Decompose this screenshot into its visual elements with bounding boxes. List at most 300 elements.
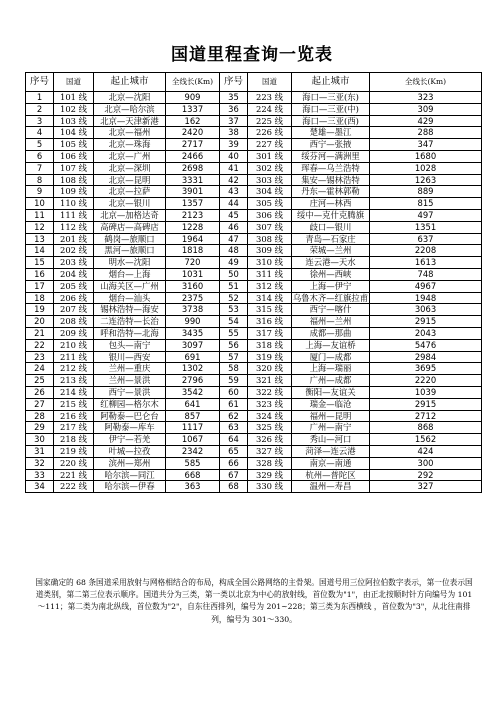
road-cell: 211 线 — [54, 351, 94, 363]
length-cell: 1948 — [370, 292, 482, 304]
length-cell: 585 — [166, 457, 220, 469]
table-row — [26, 209, 482, 221]
table-row — [26, 268, 482, 280]
seq-cell: 34 — [26, 481, 54, 493]
seq-cell: 38 — [220, 127, 248, 139]
highway-table — [25, 72, 482, 493]
length-cell: 748 — [370, 268, 482, 280]
road-cell: 205 线 — [54, 280, 94, 292]
cities-cell: 锡林浩特—海安 — [94, 304, 166, 316]
seq-cell: 53 — [220, 304, 248, 316]
cities-cell: 山海关区—广州 — [94, 280, 166, 292]
cities-cell: 包头—南宁 — [94, 339, 166, 351]
header-seq: 序号 — [26, 73, 54, 92]
road-cell: 108 线 — [54, 174, 94, 186]
road-cell: 318 线 — [248, 339, 292, 351]
road-cell: 206 线 — [54, 292, 94, 304]
cities-cell: 集安—锡林浩特 — [292, 174, 370, 186]
length-cell: 668 — [166, 469, 220, 481]
table-row — [26, 139, 482, 151]
seq-cell: 21 — [26, 327, 54, 339]
table-row — [26, 304, 482, 316]
seq-cell: 29 — [26, 422, 54, 434]
seq-cell: 37 — [220, 115, 248, 127]
seq-cell: 50 — [220, 268, 248, 280]
seq-cell: 56 — [220, 339, 248, 351]
length-cell: 162 — [166, 115, 220, 127]
cities-cell: 徐州—西峡 — [292, 268, 370, 280]
road-cell: 312 线 — [248, 280, 292, 292]
header-road: 国道 — [54, 73, 94, 92]
length-cell: 641 — [166, 398, 220, 410]
length-cell: 2220 — [370, 375, 482, 387]
seq-cell: 63 — [220, 422, 248, 434]
road-cell: 227 线 — [248, 139, 292, 151]
length-cell: 3435 — [166, 327, 220, 339]
length-cell: 691 — [166, 351, 220, 363]
cities-cell: 鹤岗—旅顺口 — [94, 233, 166, 245]
seq-cell: 14 — [26, 245, 54, 257]
cities-cell: 厦门—成都 — [292, 351, 370, 363]
cities-cell: 广州—成都 — [292, 375, 370, 387]
seq-cell: 17 — [26, 280, 54, 292]
road-cell: 319 线 — [248, 351, 292, 363]
cities-cell: 荣城—兰州 — [292, 245, 370, 257]
cities-cell: 上海—瑞丽 — [292, 363, 370, 375]
seq-cell: 13 — [26, 233, 54, 245]
road-cell: 308 线 — [248, 233, 292, 245]
cities-cell: 北京—天津新港 — [94, 115, 166, 127]
road-cell: 111 线 — [54, 209, 94, 221]
seq-cell: 36 — [220, 103, 248, 115]
table-body — [26, 92, 482, 493]
cities-cell: 西宁—景洪 — [94, 386, 166, 398]
header-length: 全线长(Km) — [166, 73, 220, 92]
road-cell: 106 线 — [54, 150, 94, 162]
road-cell: 311 线 — [248, 268, 292, 280]
road-cell: 203 线 — [54, 257, 94, 269]
road-cell: 303 线 — [248, 174, 292, 186]
road-cell: 207 线 — [54, 304, 94, 316]
length-cell: 2712 — [370, 410, 482, 422]
length-cell: 300 — [370, 457, 482, 469]
header-seq: 序号 — [220, 73, 248, 92]
length-cell: 327 — [370, 481, 482, 493]
cities-cell: 歧口—银川 — [292, 221, 370, 233]
road-cell: 215 线 — [54, 398, 94, 410]
length-cell: 2375 — [166, 292, 220, 304]
cities-cell: 烟台—汕头 — [94, 292, 166, 304]
table-row — [26, 233, 482, 245]
road-cell: 208 线 — [54, 316, 94, 328]
cities-cell: 北京—珠海 — [94, 139, 166, 151]
seq-cell: 33 — [26, 469, 54, 481]
cities-cell: 明水—沈阳 — [94, 257, 166, 269]
table-row — [26, 363, 482, 375]
length-cell: 1302 — [166, 363, 220, 375]
road-cell: 306 线 — [248, 209, 292, 221]
length-cell: 3695 — [370, 363, 482, 375]
length-cell: 3097 — [166, 339, 220, 351]
cities-cell: 上海—友谊桥 — [292, 339, 370, 351]
cities-cell: 珲春—乌兰浩特 — [292, 162, 370, 174]
cities-cell: 温州—寿昌 — [292, 481, 370, 493]
seq-cell: 65 — [220, 445, 248, 457]
seq-cell: 47 — [220, 233, 248, 245]
seq-cell: 67 — [220, 469, 248, 481]
length-cell: 2123 — [166, 209, 220, 221]
cities-cell: 福州—兰州 — [292, 316, 370, 328]
road-cell: 330 线 — [248, 481, 292, 493]
cities-cell: 海口—三亚(东) — [292, 92, 370, 104]
cities-cell: 哈尔滨—伊春 — [94, 481, 166, 493]
table-row — [26, 481, 482, 493]
seq-cell: 7 — [26, 162, 54, 174]
cities-cell: 连云港—天水 — [292, 257, 370, 269]
footnote: 国家确定的 68 条国道采用放射与网格相结合的布局，构成全国公路网络的主骨架。国道号用三位阿拉伯数字表示，第一位表示国道类别，第二第三位表示顺序。国道共分为三类，第一类以北京为中心的放射线，首位数为"1"，由正北按顺时针方向编号为 101～111；第二类为南北纵线，首位数为"2"，自东往西排列，编号为 201~228；第三类为东西横线 ，首位数为"3"，从北往南排列，编号为 301～330。 — [35, 578, 473, 624]
road-cell: 212 线 — [54, 363, 94, 375]
length-cell: 1028 — [370, 162, 482, 174]
seq-cell: 57 — [220, 351, 248, 363]
cities-cell: 乌鲁木齐—红旗拉甫 — [292, 292, 369, 303]
seq-cell: 35 — [220, 92, 248, 104]
length-cell: 3331 — [166, 174, 220, 186]
seq-cell: 11 — [26, 209, 54, 221]
road-cell: 304 线 — [248, 186, 292, 198]
length-cell: 889 — [370, 186, 482, 198]
seq-cell: 62 — [220, 410, 248, 422]
length-cell: 2466 — [166, 150, 220, 162]
table-row — [26, 150, 482, 162]
road-cell: 321 线 — [248, 375, 292, 387]
table-row — [26, 198, 482, 210]
header-road: 国道 — [248, 73, 292, 92]
cities-cell: 福州—昆明 — [292, 410, 370, 422]
road-cell: 325 线 — [248, 422, 292, 434]
seq-cell: 23 — [26, 351, 54, 363]
table-row — [26, 398, 482, 410]
cities-cell: 二连浩特—长治 — [94, 316, 166, 328]
header-cities: 起止城市 — [292, 73, 370, 92]
seq-cell: 8 — [26, 174, 54, 186]
seq-cell: 16 — [26, 268, 54, 280]
table-row — [26, 103, 482, 115]
road-cell: 322 线 — [248, 386, 292, 398]
road-cell: 305 线 — [248, 198, 292, 210]
length-cell: 292 — [370, 469, 482, 481]
length-cell: 1337 — [166, 103, 220, 115]
cities-cell: 衡阳—友谊关 — [292, 386, 370, 398]
cities-cell: 楚雄—墨江 — [292, 127, 370, 139]
table-row — [26, 386, 482, 398]
length-cell: 2796 — [166, 375, 220, 387]
length-cell: 2915 — [370, 316, 482, 328]
road-cell: 223 线 — [248, 92, 292, 104]
header-cities: 起止城市 — [94, 73, 166, 92]
cities-cell: 上海—伊宁 — [292, 280, 370, 292]
length-cell: 720 — [166, 257, 220, 269]
length-cell: 990 — [166, 316, 220, 328]
cities-cell: 西宁—张掖 — [292, 139, 370, 151]
table-row — [26, 92, 482, 104]
length-cell: 2043 — [370, 327, 482, 339]
length-cell: 857 — [166, 410, 220, 422]
length-cell: 1031 — [166, 268, 220, 280]
road-cell: 315 线 — [248, 304, 292, 316]
seq-cell: 3 — [26, 115, 54, 127]
road-cell: 328 线 — [248, 457, 292, 469]
length-cell: 909 — [166, 92, 220, 104]
length-cell: 2342 — [166, 445, 220, 457]
seq-cell: 27 — [26, 398, 54, 410]
road-cell: 105 线 — [54, 139, 94, 151]
cities-cell: 杭州—普陀区 — [292, 469, 370, 481]
seq-cell: 61 — [220, 398, 248, 410]
table-row — [26, 280, 482, 292]
cities-cell: 瑞金—临沧 — [292, 398, 370, 410]
road-cell: 329 线 — [248, 469, 292, 481]
length-cell: 1263 — [370, 174, 482, 186]
table-row — [26, 339, 482, 351]
seq-cell: 52 — [220, 292, 248, 304]
road-cell: 104 线 — [54, 127, 94, 139]
length-cell: 288 — [370, 127, 482, 139]
table-row — [26, 316, 482, 328]
road-cell: 103 线 — [54, 115, 94, 127]
table-row — [26, 327, 482, 339]
table-row — [26, 375, 482, 387]
length-cell: 2717 — [166, 139, 220, 151]
road-cell: 301 线 — [248, 150, 292, 162]
cities-cell: 南京—南通 — [292, 457, 370, 469]
seq-cell: 5 — [26, 139, 54, 151]
table-row — [26, 257, 482, 269]
cities-cell: 北京—沈阳 — [94, 92, 166, 104]
road-cell: 202 线 — [54, 245, 94, 257]
road-cell: 220 线 — [54, 457, 94, 469]
road-cell: 216 线 — [54, 410, 94, 422]
length-cell: 1228 — [166, 221, 220, 233]
cities-cell: 银川—西安 — [94, 351, 166, 363]
road-cell: 317 线 — [248, 327, 292, 339]
seq-cell: 19 — [26, 304, 54, 316]
length-cell: 2915 — [370, 398, 482, 410]
cities-cell: 菏泽—连云港 — [292, 445, 370, 457]
length-cell: 5476 — [370, 339, 482, 351]
length-cell: 424 — [370, 445, 482, 457]
cities-cell: 绥中—克什克腾旗 — [292, 209, 370, 221]
road-cell: 316 线 — [248, 316, 292, 328]
seq-cell: 31 — [26, 445, 54, 457]
table-row — [26, 422, 482, 434]
cities-cell: 叶城—拉孜 — [94, 445, 166, 457]
cities-cell: 绥芬河—满洲里 — [292, 150, 370, 162]
road-cell: 326 线 — [248, 434, 292, 446]
cities-cell: 丹东—霍林郭勒 — [292, 186, 370, 198]
seq-cell: 42 — [220, 174, 248, 186]
road-cell: 222 线 — [54, 481, 94, 493]
road-cell: 320 线 — [248, 363, 292, 375]
length-cell: 4967 — [370, 280, 482, 292]
page-title: 国道里程查询一览表 — [171, 45, 333, 65]
table-row — [26, 457, 482, 469]
road-cell: 102 线 — [54, 103, 94, 115]
cities-cell: 庄河—林西 — [292, 198, 370, 210]
table-row — [26, 221, 482, 233]
cities-cell: 伊宁—若羌 — [94, 434, 166, 446]
seq-cell: 43 — [220, 186, 248, 198]
seq-cell: 28 — [26, 410, 54, 422]
table-row — [26, 434, 482, 446]
length-cell: 3901 — [166, 186, 220, 198]
cities-cell: 西宁—喀什 — [292, 304, 370, 316]
length-cell: 3160 — [166, 280, 220, 292]
seq-cell: 58 — [220, 363, 248, 375]
length-cell: 1818 — [166, 245, 220, 257]
seq-cell: 24 — [26, 363, 54, 375]
length-cell: 1117 — [166, 422, 220, 434]
header-length: 全线长(Km) — [370, 73, 482, 92]
road-cell: 314 线 — [248, 292, 292, 304]
road-cell: 310 线 — [248, 257, 292, 269]
cities-cell: 秀山—河口 — [292, 434, 370, 446]
road-cell: 204 线 — [54, 268, 94, 280]
length-cell: 3738 — [166, 304, 220, 316]
seq-cell: 4 — [26, 127, 54, 139]
cities-cell: 阿勒泰—库车 — [94, 422, 166, 434]
table-row — [26, 186, 482, 198]
cities-cell: 兰州—景洪 — [94, 375, 166, 387]
table-row — [26, 162, 482, 174]
road-cell: 210 线 — [54, 339, 94, 351]
seq-cell: 30 — [26, 434, 54, 446]
road-cell: 225 线 — [248, 115, 292, 127]
road-cell: 226 线 — [248, 127, 292, 139]
road-cell: 324 线 — [248, 410, 292, 422]
cities-cell: 呼和浩特—北海 — [94, 327, 166, 339]
road-cell: 213 线 — [54, 375, 94, 387]
seq-cell: 44 — [220, 198, 248, 210]
seq-cell: 22 — [26, 339, 54, 351]
road-cell: 112 线 — [54, 221, 94, 233]
road-cell: 327 线 — [248, 445, 292, 457]
seq-cell: 46 — [220, 221, 248, 233]
cities-cell: 红柳园—格尔木 — [94, 398, 166, 410]
table-row — [26, 174, 482, 186]
length-cell: 2984 — [370, 351, 482, 363]
cities-cell: 兰州—重庆 — [94, 363, 166, 375]
road-cell: 302 线 — [248, 162, 292, 174]
seq-cell: 15 — [26, 257, 54, 269]
table-row — [26, 127, 482, 139]
length-cell: 363 — [166, 481, 220, 493]
table-row — [26, 245, 482, 257]
seq-cell: 48 — [220, 245, 248, 257]
seq-cell: 66 — [220, 457, 248, 469]
cities-cell: 北京—福州 — [94, 127, 166, 139]
cities-cell: 北京—深圳 — [94, 162, 166, 174]
length-cell: 309 — [370, 103, 482, 115]
length-cell: 2208 — [370, 245, 482, 257]
table-row — [26, 351, 482, 363]
seq-cell: 1 — [26, 92, 54, 104]
seq-cell: 49 — [220, 257, 248, 269]
seq-cell: 54 — [220, 316, 248, 328]
length-cell: 1351 — [370, 221, 482, 233]
cities-cell: 成都—那曲 — [292, 327, 370, 339]
seq-cell: 45 — [220, 209, 248, 221]
seq-cell: 40 — [220, 150, 248, 162]
seq-cell: 10 — [26, 198, 54, 210]
length-cell: 429 — [370, 115, 482, 127]
cities-cell: 烟台—上海 — [94, 268, 166, 280]
length-cell: 1357 — [166, 198, 220, 210]
length-cell: 1680 — [370, 150, 482, 162]
seq-cell: 9 — [26, 186, 54, 198]
seq-cell: 60 — [220, 386, 248, 398]
seq-cell: 32 — [26, 457, 54, 469]
road-cell: 309 线 — [248, 245, 292, 257]
length-cell: 323 — [370, 92, 482, 104]
seq-cell: 51 — [220, 280, 248, 292]
road-cell: 219 线 — [54, 445, 94, 457]
road-cell: 101 线 — [54, 92, 94, 104]
length-cell: 1613 — [370, 257, 482, 269]
header-row — [26, 73, 482, 92]
road-cell: 201 线 — [54, 233, 94, 245]
cities-cell: 北京—昆明 — [94, 174, 166, 186]
road-cell: 323 线 — [248, 398, 292, 410]
seq-cell: 6 — [26, 150, 54, 162]
length-cell: 815 — [370, 198, 482, 210]
table-row — [26, 115, 482, 127]
seq-cell: 39 — [220, 139, 248, 151]
road-cell: 224 线 — [248, 103, 292, 115]
cities-cell: 哈尔滨—同江 — [94, 469, 166, 481]
road-cell: 109 线 — [54, 186, 94, 198]
cities-cell: 北京—加格达奇 — [94, 209, 166, 221]
seq-cell: 20 — [26, 316, 54, 328]
length-cell: 1562 — [370, 434, 482, 446]
cities-cell: 北京—银川 — [94, 198, 166, 210]
seq-cell: 64 — [220, 434, 248, 446]
seq-cell: 18 — [26, 292, 54, 304]
road-cell: 221 线 — [54, 469, 94, 481]
length-cell: 1067 — [166, 434, 220, 446]
cities-cell: 北京—广州 — [94, 150, 166, 162]
cities-cell: 海口—三亚(西) — [292, 115, 370, 127]
seq-cell: 59 — [220, 375, 248, 387]
cities-cell: 滨州—郑州 — [94, 457, 166, 469]
road-cell: 107 线 — [54, 162, 94, 174]
cities-cell: 青岛—石家庄 — [292, 233, 370, 245]
seq-cell: 25 — [26, 375, 54, 387]
road-cell: 307 线 — [248, 221, 292, 233]
length-cell: 1039 — [370, 386, 482, 398]
table-row — [26, 410, 482, 422]
cities-cell: 北京—哈尔滨 — [94, 103, 166, 115]
length-cell: 1964 — [166, 233, 220, 245]
table-row — [26, 292, 482, 304]
seq-cell: 2 — [26, 103, 54, 115]
cities-cell: 黑河—旅顺口 — [94, 245, 166, 257]
length-cell: 868 — [370, 422, 482, 434]
length-cell: 2698 — [166, 162, 220, 174]
table-row — [26, 469, 482, 481]
table-row — [26, 445, 482, 457]
road-cell: 209 线 — [54, 327, 94, 339]
road-cell: 214 线 — [54, 386, 94, 398]
